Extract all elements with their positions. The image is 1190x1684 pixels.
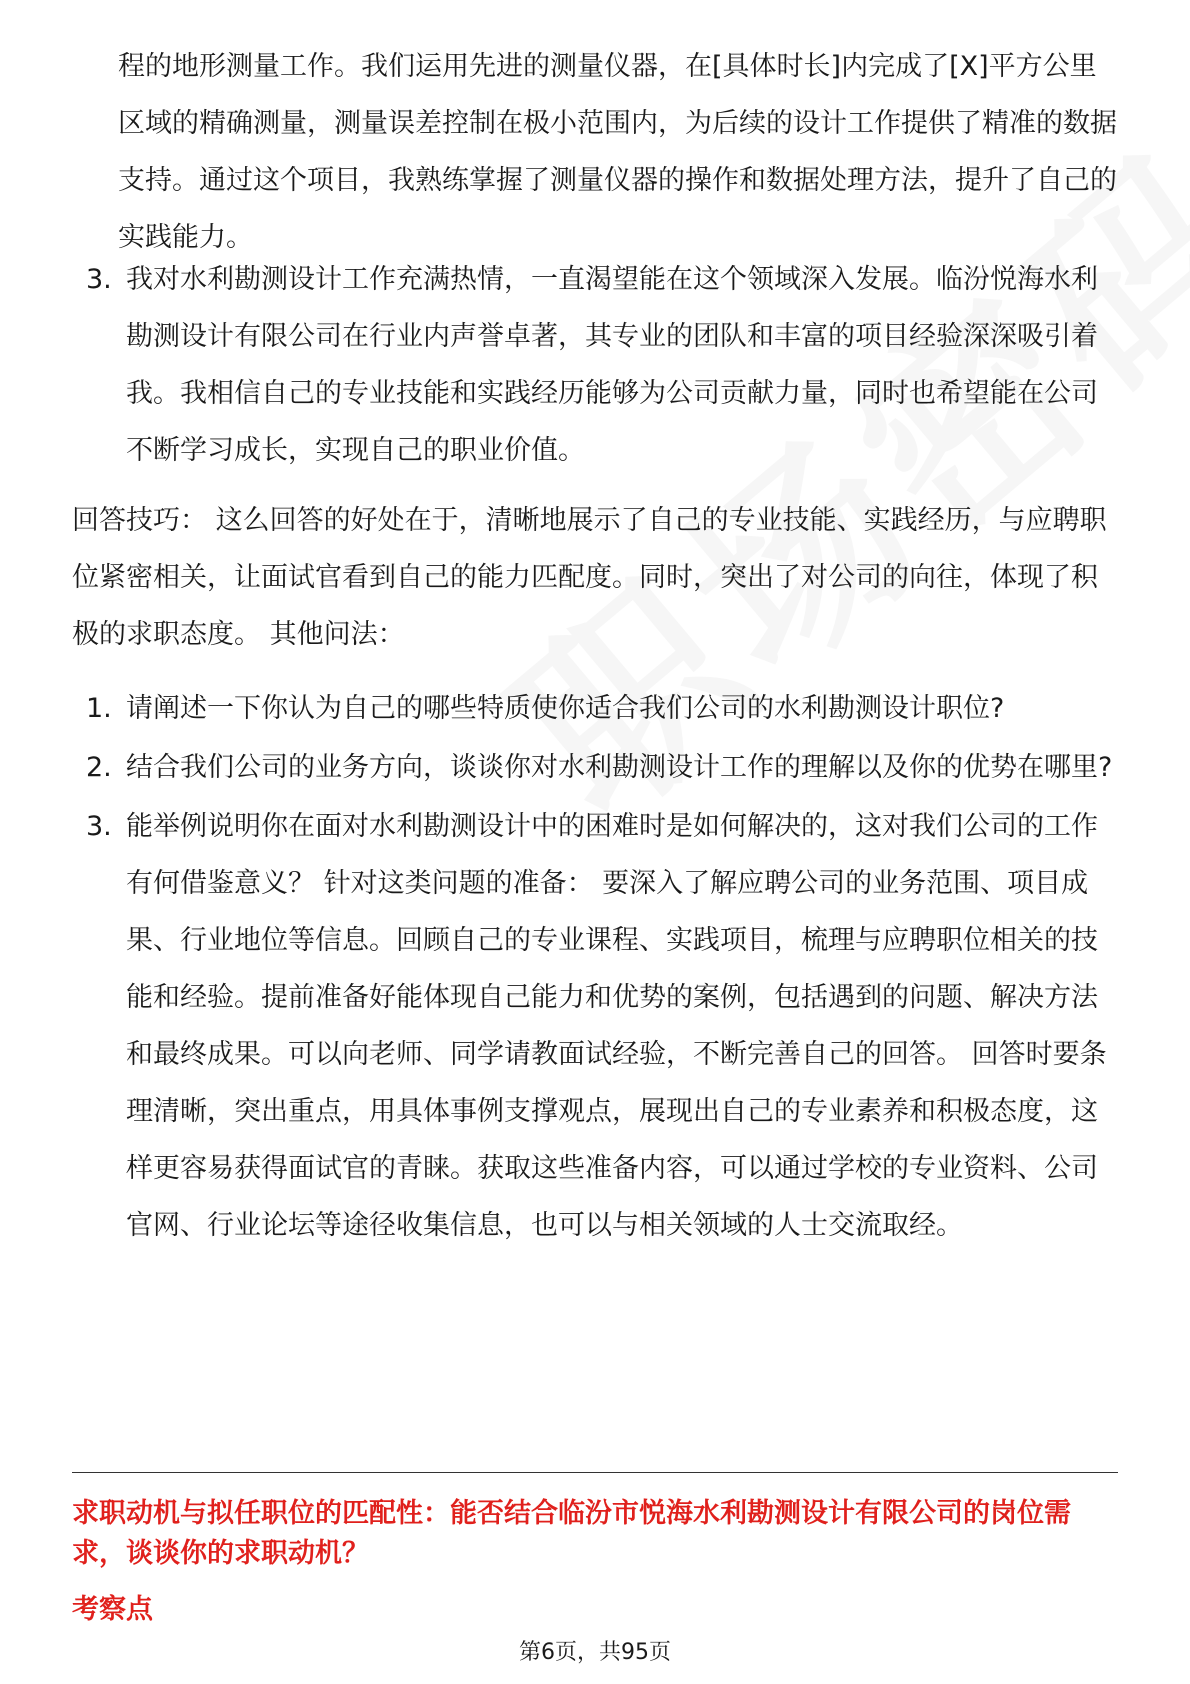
list-item-text: 请阐述一下你认为自己的哪些特质使你适合我们公司的水利勘测设计职位? — [126, 693, 1005, 724]
list-item — [72, 680, 1118, 737]
list-item-number: 2. — [86, 752, 112, 783]
list-item — [72, 739, 1118, 796]
next-question-subheading: 考察点 — [72, 1594, 153, 1625]
list-item-number: 3. — [86, 264, 112, 295]
list-item-text: 能举例说明你在面对水利勘测设计中的困难时是如何解决的，这对我们公司的工作有何借鉴意义？ 针对这类问题的准备： 要深入了解应聘公司的业务范围、项目成果、行业地位等信息。回顾自己的专业课程、实践项目，梳理与应聘职位相关的技能和经验。提前准备好能体现自己能力和优势的案例，包括遇到的问题、解决方法和最终成果。可以向老师、同学请教面试经验，不断完善自己的回答。 回答时要条理清晰，突出重点，用具体事例支撑观点，展现出自己的专业素养和积极态度，这样更容易获得面试官的青睐。获取这些准备内容，可以通过学校的专业资料、公司官网、行业论坛等途径收集信息，也可以与相关领域的人士交流取经。 — [126, 811, 1107, 1241]
section-divider — [72, 1472, 1118, 1473]
intro-paragraph: 程的地形测量工作。我们运用先进的测量仪器，在[具体时长]内完成了[X]平方公里区域的精确测量，测量误差控制在极小范围内，为后续的设计工作提供了精准的数据支持。通过这个项目，我熟练掌握了测量仪器的操作和数据处理方法，提升了自己的实践能力。 — [118, 51, 1117, 253]
answer-list — [72, 251, 1118, 479]
tips-paragraph: 回答技巧： 这么回答的好处在于，清晰地展示了自己的专业技能、实践经历，与应聘职位紧密相关，让面试官看到自己的能力匹配度。同时，突出了对公司的向往，体现了积极的求职态度。 其他问法： — [72, 505, 1107, 650]
list-item-number: 1. — [86, 693, 112, 724]
list-item — [72, 798, 1118, 1254]
list-item-text: 我对水利勘测设计工作充满热情，一直渴望能在这个领域深入发展。临汾悦海水利勘测设计有限公司在行业内声誉卓著，其专业的团队和丰富的项目经验深深吸引着我。我相信自己的专业技能和实践经历能够为公司贡献力量，同时也希望能在公司不断学习成长，实现自己的职业价值。 — [126, 264, 1098, 466]
page-footer: 第6页，共95页 — [519, 1640, 671, 1665]
list-item-number: 3. — [86, 811, 112, 842]
other-questions-list — [72, 680, 1118, 1254]
list-item — [72, 251, 1118, 479]
list-item-text: 结合我们公司的业务方向，谈谈你对水利勘测设计工作的理解以及你的优势在哪里? — [126, 752, 1113, 783]
next-question-title: 求职动机与拟任职位的匹配性：能否结合临汾市悦海水利勘测设计有限公司的岗位需求，谈谈你的求职动机？ — [72, 1498, 1071, 1569]
